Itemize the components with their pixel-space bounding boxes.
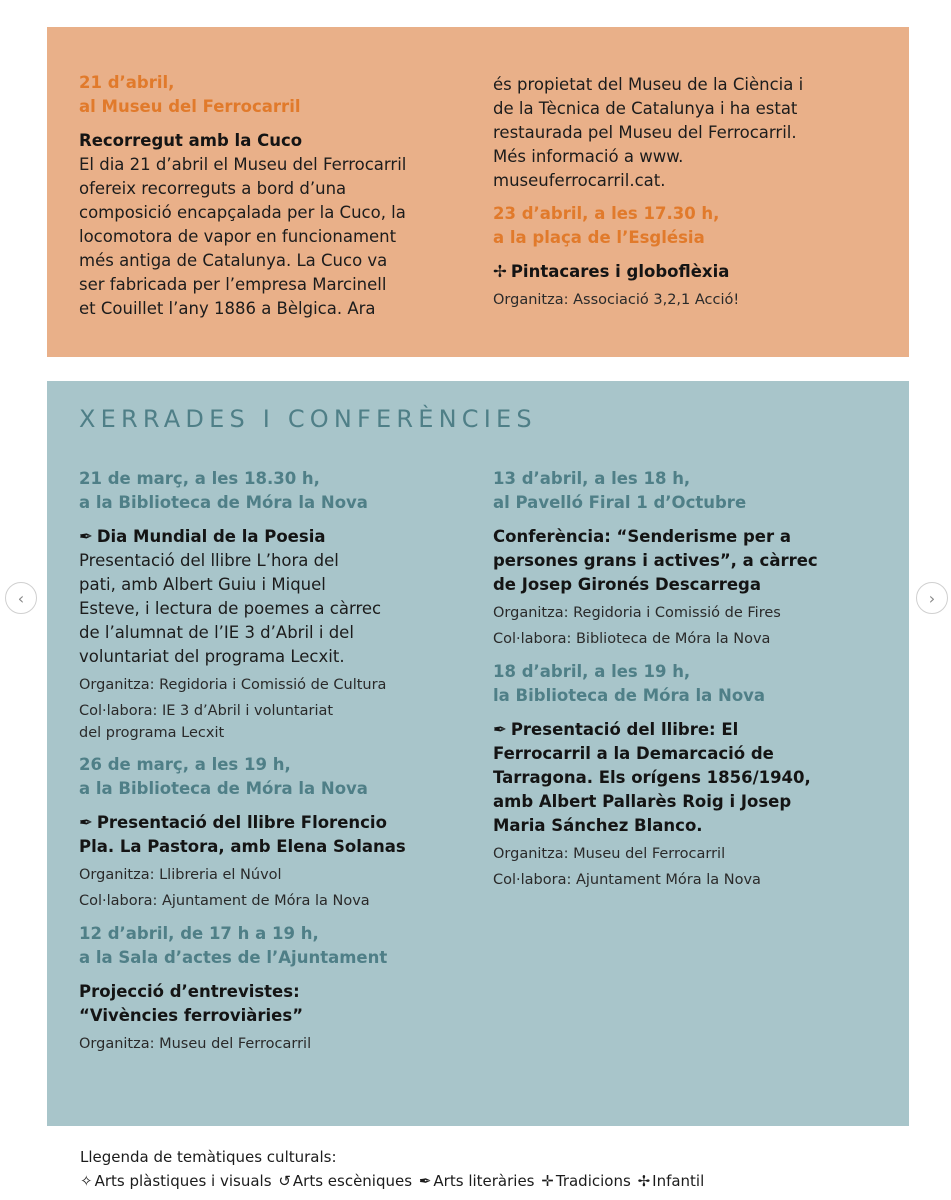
event-block xyxy=(79,922,449,1056)
collaborator: Col·labora: Ajuntament Móra la Nova xyxy=(493,872,761,888)
organizer: Organitza: Llibreria el Núvol xyxy=(79,867,282,883)
legend-item: Infantil xyxy=(652,1172,705,1190)
event-date: 18 d’abril, a les 19 h, la Biblioteca de Móra la Nova xyxy=(493,662,766,705)
running-figure-icon: ✢ xyxy=(637,1172,651,1190)
next-arrow-button[interactable] xyxy=(916,582,948,614)
legend-item: Tradicions xyxy=(555,1172,631,1190)
orange-panel xyxy=(47,27,909,357)
section-heading: XERRADES I CONFERÈNCIES xyxy=(79,405,537,433)
event-title: ✒ Presentació del llibre: El Ferrocarril a la Demarcació de Tarragona. Els orígens 1856/1940, amb Albert Pallarès Roig i Josep Maria Sánchez Blanco. xyxy=(493,720,811,835)
blue-panel xyxy=(47,381,909,1126)
event-title: Recorregut amb la Cuco xyxy=(79,131,303,150)
organizer: Organitza: Regidoria i Comissió de Fires xyxy=(493,605,781,621)
event-block xyxy=(79,467,449,744)
pen-icon: ✒ xyxy=(79,813,93,832)
event-title: ✒ Presentació del llibre Florencio Pla. La Pastora, amb Elena Solanas xyxy=(79,813,406,856)
running-figure-icon: ✢ xyxy=(493,262,507,281)
event-date: 21 de març, a les 18.30 h, a la Biblioteca de Móra la Nova xyxy=(79,469,368,512)
event-venue-line: al Museu del Ferrocarril xyxy=(79,97,301,116)
event-date: 26 de març, a les 19 h, a la Biblioteca de Móra la Nova xyxy=(79,755,368,798)
diamond-icon: ✧ xyxy=(80,1172,93,1190)
organizer: Organitza: Museu del Ferrocarril xyxy=(493,846,726,862)
event-block xyxy=(493,467,873,651)
previous-arrow-button[interactable] xyxy=(5,582,37,614)
event-date: 13 d’abril, a les 18 h, al Pavelló Firal 1 d’Octubre xyxy=(493,469,747,512)
event-date xyxy=(79,71,449,119)
pen-icon: ✒ xyxy=(79,527,93,546)
event-date-line: 21 d’abril, xyxy=(79,73,175,92)
orange-left-column xyxy=(79,71,449,321)
event-title: Projecció d’entrevistes: “Vivències ferroviàries” xyxy=(79,982,304,1025)
event-description: Presentació del llibre L’hora del pati, amb Albert Guiu i Miquel Esteve, i lectura de poemes a càrrec de l’alumnat de l’IE 3 d’Abril i del voluntariat del programa Lecxit. xyxy=(79,551,382,666)
legend-item: Arts escèniques xyxy=(292,1172,413,1190)
organizer: Organitza: Associació 3,2,1 Acció! xyxy=(493,292,740,308)
event-description-continued: és propietat del Museu de la Ciència i de la Tècnica de Catalunya i ha estat restaurada pel Museu del Ferrocarril. Més informació a www. museuferrocarril.cat. xyxy=(493,75,804,190)
collaborator: Col·labora: IE 3 d’Abril i voluntariat del programa Lecxit xyxy=(79,703,334,741)
event-title: Conferència: “Senderisme per a persones grans i actives”, a càrrec de Josep Gironés Descarrega xyxy=(493,527,818,594)
event-block xyxy=(493,660,873,892)
organizer: Organitza: Museu del Ferrocarril xyxy=(79,1036,312,1052)
legend xyxy=(80,1172,706,1190)
event-description: El dia 21 d’abril el Museu del Ferrocarril ofereix recorreguts a bord d’una composició encapçalada per la Cuco, la locomotora de vapor en funcionament més antiga de Catalunya. La Cuco va ser fabricada per l’empresa Marcinell et Couillet l’any 1886 a Bèlgica. Ara xyxy=(79,155,407,318)
legend-item: Arts plàstiques i visuals xyxy=(94,1172,272,1190)
legend-title: Llegenda de temàtiques culturals: xyxy=(80,1148,337,1166)
blue-right-column xyxy=(493,467,873,901)
collaborator: Col·labora: Biblioteca de Móra la Nova xyxy=(493,631,771,647)
cross-icon: ✛ xyxy=(541,1172,554,1190)
event-title: ✒ Dia Mundial de la Poesia xyxy=(79,525,449,549)
chevron-left-icon: ‹ xyxy=(17,588,25,608)
event-date: 12 d’abril, de 17 h a 19 h, a la Sala d’actes de l’Ajuntament xyxy=(79,924,388,967)
organizer: Organitza: Regidoria i Comissió de Cultura xyxy=(79,677,387,693)
orange-right-column xyxy=(493,73,873,312)
event-title: ✢ Pintacares i globoflèxia xyxy=(493,260,873,284)
collaborator: Col·labora: Ajuntament de Móra la Nova xyxy=(79,893,370,909)
pen-icon: ✒ xyxy=(493,720,507,739)
blue-left-column xyxy=(79,467,449,1065)
event-date: 23 d’abril, a les 17.30 h, a la plaça de l’Església xyxy=(493,204,720,247)
event-block xyxy=(79,753,449,913)
pen-icon: ✒ xyxy=(418,1172,432,1190)
legend-item: Arts literàries xyxy=(433,1172,535,1190)
mask-icon: ↺ xyxy=(278,1172,291,1190)
chevron-right-icon: › xyxy=(928,588,936,608)
